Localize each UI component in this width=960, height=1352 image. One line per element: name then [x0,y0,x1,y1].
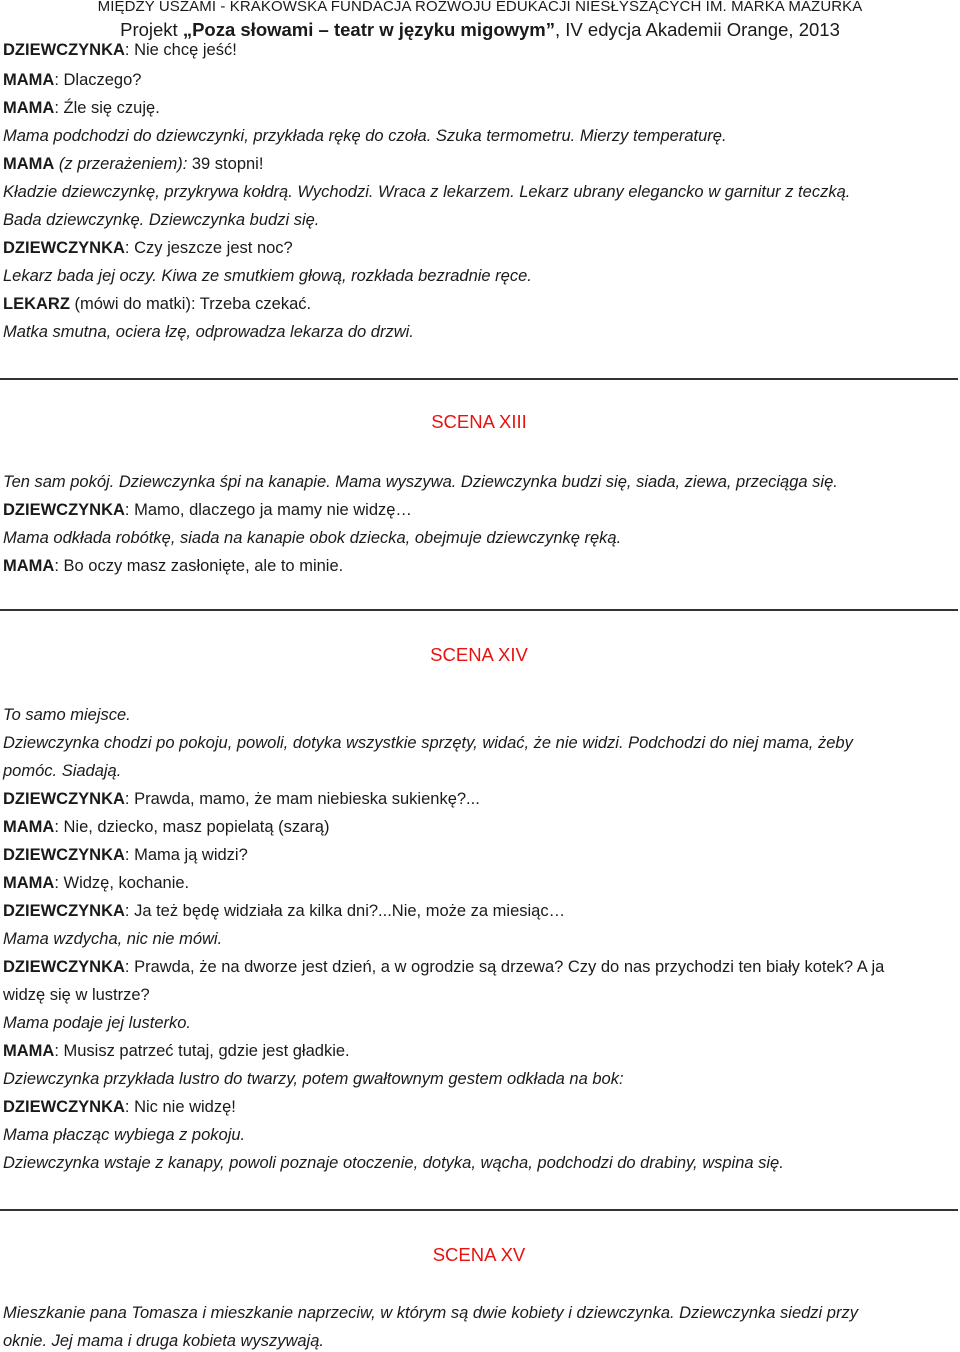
dialogue-line [3,1096,958,1118]
dialogue-line [3,97,958,119]
dialogue-line [3,499,958,521]
document-header-project [0,19,960,41]
stage-direction: Dziewczynka wstaje z kanapy, powoli poznaje otoczenie, dotyka, wącha, podchodzi do drabiny, wspina się. [3,1154,784,1172]
speaker: DZIEWCZYNKA [3,239,125,257]
speaker: MAMA [3,557,55,575]
speaker: DZIEWCZYNKA [3,1098,125,1116]
speaker: MAMA [3,71,55,89]
scene-title: SCENA XIV [430,644,528,665]
speaker: MAMA [3,1042,55,1060]
speech: 39 stopni! [187,155,264,173]
speaker: MAMA [3,874,55,892]
stage-direction: Matka smutna, ociera łzę, odprowadza lekarza do drzwi. [3,323,414,341]
dialogue-line [3,844,958,866]
dialogue-line [3,555,958,577]
stage-direction: Mieszkanie pana Tomasza i mieszkanie naprzeciw, w którym są dwie kobiety i dziewczynka. Dziewczynka siedzi przy [3,1304,858,1322]
stage-direction: oknie. Jej mama i druga kobieta wyszywają. [3,1332,324,1350]
stage-direction: Mama wzdycha, nic nie mówi. [3,930,223,948]
stage-direction: Ten sam pokój. Dziewczynka śpi na kanapie. Mama wyszywa. Dziewczynka budzi się, siada, ziewa, przeciąga się. [3,473,838,491]
speaker: MAMA [3,818,55,836]
stage-direction: Mama podaje jej lusterko. [3,1014,192,1032]
scene-divider [0,378,958,380]
speech: : Nie, dziecko, masz popielatą (szarą) [54,818,330,836]
dialogue-line [3,900,958,922]
document-header-foundation: MIĘDZY USZAMI - KRAKOWSKA FUNDACJA ROZWOJU EDUKACJI NIESŁYSZĄCYCH IM. MARKA MAZURKA [97,0,863,15]
stage-direction: Mama podchodzi do dziewczynki, przykłada rękę do czoła. Szuka termometru. Mierzy temperaturę. [3,127,727,145]
scene-title: SCENA XIII [431,411,527,432]
speech: : Nie chcę jeść! [124,41,237,59]
dialogue-line [3,872,958,894]
stage-direction: Bada dziewczynkę. Dziewczynka budzi się. [3,211,320,229]
speech: : Nic nie widzę! [124,1098,236,1116]
stage-direction: Dziewczynka przykłada lustro do twarzy, potem gwałtownym gestem odkłada na bok: [3,1070,624,1088]
stage-direction: Mama płacząc wybiega z pokoju. [3,1126,246,1144]
speech: : Dlaczego? [54,71,142,89]
dialogue-line [3,69,958,91]
speech: : Musisz patrzeć tutaj, gdzie jest gładkie. [54,1042,350,1060]
speech: : Mama ją widzi? [124,846,248,864]
speaker: DZIEWCZYNKA [3,902,125,920]
speaker: MAMA [3,155,55,173]
speaker: DZIEWCZYNKA [3,958,125,976]
dialogue-line [3,153,958,175]
stage-direction-inline: (z przerażeniem): [54,155,188,173]
speech: : Bo oczy masz zasłonięte, ale to minie. [54,557,344,575]
scene-title: SCENA XV [432,1244,526,1265]
dialogue-line [3,293,958,315]
speech: : Ja też będę widziała za kilka dni?...Nie, może za miesiąc… [124,902,566,920]
speaker: DZIEWCZYNKA [3,790,125,808]
stage-direction: To samo miejsce. [3,706,131,724]
speaker: DZIEWCZYNKA [3,41,125,59]
dialogue-line-continued: widzę się w lustrze? [3,986,150,1004]
stage-direction: pomóc. Siadają. [3,762,122,780]
speech: : Widzę, kochanie. [54,874,190,892]
project-title: „Poza słowami – teatr w języku migowym” [182,19,555,40]
speaker: DZIEWCZYNKA [3,846,125,864]
scene-divider [0,1209,958,1211]
project-prefix: Projekt [120,19,183,40]
stage-direction: Lekarz bada jej oczy. Kiwa ze smutkiem głową, rozkłada bezradnie ręce. [3,267,532,285]
scene-divider [0,609,958,611]
dialogue-line [3,788,958,810]
speech: (mówi do matki): Trzeba czekać. [69,295,312,313]
dialogue-line [3,816,958,838]
project-suffix: , IV edycja Akademii Orange, 2013 [555,19,840,40]
dialogue-line [3,1040,958,1062]
speech: : Prawda, że na dworze jest dzień, a w ogrodzie są drzewa? Czy do nas przychodzi ten biały kotek? A ja [124,958,885,976]
speech: : Źle się czuję. [54,99,160,117]
stage-direction: Dziewczynka chodzi po pokoju, powoli, dotyka wszystkie sprzęty, widać, że nie widzi. Podchodzi do niej mama, żeby [3,734,853,752]
dialogue-line [3,237,958,259]
speaker: LEKARZ [3,295,70,313]
speech: : Prawda, mamo, że mam niebieska sukienkę?... [124,790,480,808]
speaker: MAMA [3,99,55,117]
dialogue-line [3,956,958,978]
dialogue-line [3,39,958,61]
speech: : Czy jeszcze jest noc? [124,239,293,257]
stage-direction: Kładzie dziewczynkę, przykrywa kołdrą. Wychodzi. Wraca z lekarzem. Lekarz ubrany elegancko w garnitur z teczką. [3,183,851,201]
speaker: DZIEWCZYNKA [3,501,125,519]
speech: : Mamo, dlaczego ja mamy nie widzę… [124,501,412,519]
stage-direction: Mama odkłada robótkę, siada na kanapie obok dziecka, obejmuje dziewczynkę ręką. [3,529,622,547]
